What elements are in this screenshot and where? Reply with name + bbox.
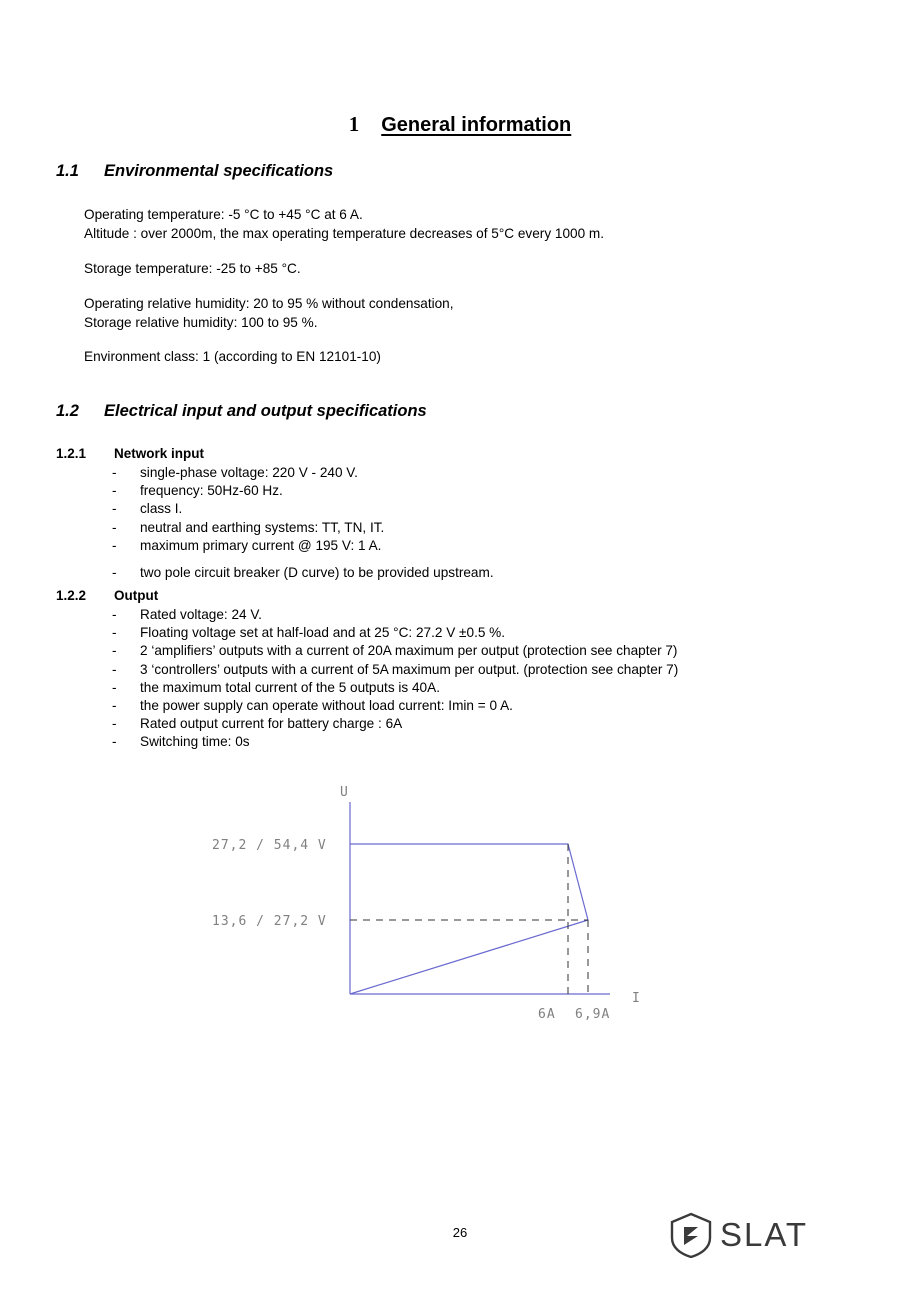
list-item-label: maximum primary current @ 195 V: 1 A. — [140, 537, 382, 553]
list-item — [112, 642, 678, 660]
chart-series-load-line — [350, 920, 588, 994]
chart-series-output-characteristic — [350, 844, 588, 920]
list-item-label: the maximum total current of the 5 outputs is 40A. — [140, 679, 440, 695]
list-item — [112, 482, 494, 500]
list-item-label: Rated voltage: 24 V. — [140, 607, 262, 622]
dash-bullet: - — [112, 679, 117, 695]
list-item — [112, 537, 494, 555]
list-item-label: 3 ‘controllers’ outputs with a current of 5A maximum per output. (protection see chapter 7) — [140, 661, 679, 677]
dash-bullet: - — [112, 465, 117, 480]
heading-1-2-2-title: Output — [114, 588, 159, 603]
chart-xtick-label-1: 6A — [538, 1007, 556, 1022]
heading-1-2-number: 1.2 — [56, 402, 79, 420]
list-item — [112, 564, 494, 582]
dash-bullet: - — [112, 501, 117, 517]
heading-1-2-1 — [56, 446, 204, 461]
list-item — [112, 661, 678, 679]
list-item — [112, 624, 678, 642]
chart-ytick-label-1: 27,2 / 54,4 V — [212, 838, 327, 853]
list-item — [112, 519, 494, 537]
env-operating-humidity: Operating relative humidity: 20 to 95 % without condensation, — [84, 296, 454, 311]
chapter-number: 1 — [348, 112, 360, 136]
dash-bullet: - — [112, 537, 117, 553]
heading-1-1-title: Environmental specifications — [104, 162, 334, 180]
page-number: 26 — [452, 1225, 468, 1240]
list-item — [112, 715, 678, 733]
list-item-label: 2 ‘amplifiers’ outputs with a current of 20A maximum per output (protection see chapter 7) — [140, 643, 678, 659]
slat-logo — [668, 1212, 808, 1260]
chart-y-axis-label: U — [340, 785, 349, 800]
list-item — [112, 697, 678, 715]
env-altitude: Altitude : over 2000m, the max operating temperature decreases of 5°C every 1000 m. — [84, 226, 605, 241]
heading-1-1-number: 1.1 — [56, 162, 79, 180]
list-item-label: neutral and earthing systems: TT, TN, IT. — [140, 519, 385, 535]
list-item — [112, 679, 678, 697]
list-item-label: class I. — [140, 501, 183, 517]
list-item-label: two pole circuit breaker (D curve) to be provided upstream. — [140, 565, 494, 581]
logo-wordmark: SLAT — [720, 1216, 809, 1253]
list-item — [112, 464, 494, 482]
page-title — [0, 112, 920, 137]
list-item-label: the power supply can operate without load current: Imin = 0 A. — [140, 698, 513, 714]
chart-ytick-label-2: 13,6 / 27,2 V — [212, 914, 327, 929]
env-operating-temperature: Operating temperature: -5 °C to +45 °C at 6 A. — [84, 207, 363, 222]
output-characteristic-chart — [180, 780, 700, 1030]
dash-bullet: - — [112, 625, 117, 641]
list-item — [112, 733, 678, 751]
env-storage-humidity: Storage relative humidity: 100 to 95 %. — [84, 315, 318, 330]
heading-1-2 — [56, 402, 427, 421]
dash-bullet: - — [112, 661, 117, 677]
heading-1-2-title: Electrical input and output specifications — [104, 402, 427, 420]
list-item-label: single-phase voltage: 220 V - 240 V. — [140, 465, 358, 480]
output-list — [112, 606, 678, 752]
heading-1-2-2 — [56, 588, 158, 603]
dash-bullet: - — [112, 607, 117, 622]
env-storage-temperature: Storage temperature: -25 to +85 °C. — [84, 261, 301, 276]
network-input-list — [112, 464, 494, 582]
heading-1-2-2-number: 1.2.2 — [56, 588, 87, 603]
dash-bullet: - — [112, 716, 117, 732]
dash-bullet: - — [112, 734, 117, 750]
chart-x-axis-label: I — [632, 991, 641, 1006]
dash-bullet: - — [112, 519, 117, 535]
list-item — [112, 500, 494, 518]
chapter-title-text: General information — [381, 114, 572, 136]
heading-1-2-1-title: Network input — [114, 446, 204, 461]
heading-1-1 — [56, 162, 333, 181]
list-item — [112, 606, 678, 624]
list-item-label: Switching time: 0s — [140, 734, 250, 750]
list-item-label: frequency: 50Hz-60 Hz. — [140, 483, 283, 499]
slat-shield-icon — [668, 1212, 714, 1258]
dash-bullet: - — [112, 698, 117, 714]
list-item-label: Rated output current for battery charge : 6A — [140, 716, 403, 732]
chart-xtick-label-2: 6,9A — [575, 1007, 611, 1022]
dash-bullet: - — [112, 565, 117, 581]
heading-1-2-1-number: 1.2.1 — [56, 446, 87, 461]
list-item-label: Floating voltage set at half-load and at 25 °C: 27.2 V ±0.5 %. — [140, 625, 506, 641]
dash-bullet: - — [112, 643, 117, 659]
env-environment-class: Environment class: 1 (according to EN 12101-10) — [84, 349, 381, 364]
dash-bullet: - — [112, 483, 117, 499]
